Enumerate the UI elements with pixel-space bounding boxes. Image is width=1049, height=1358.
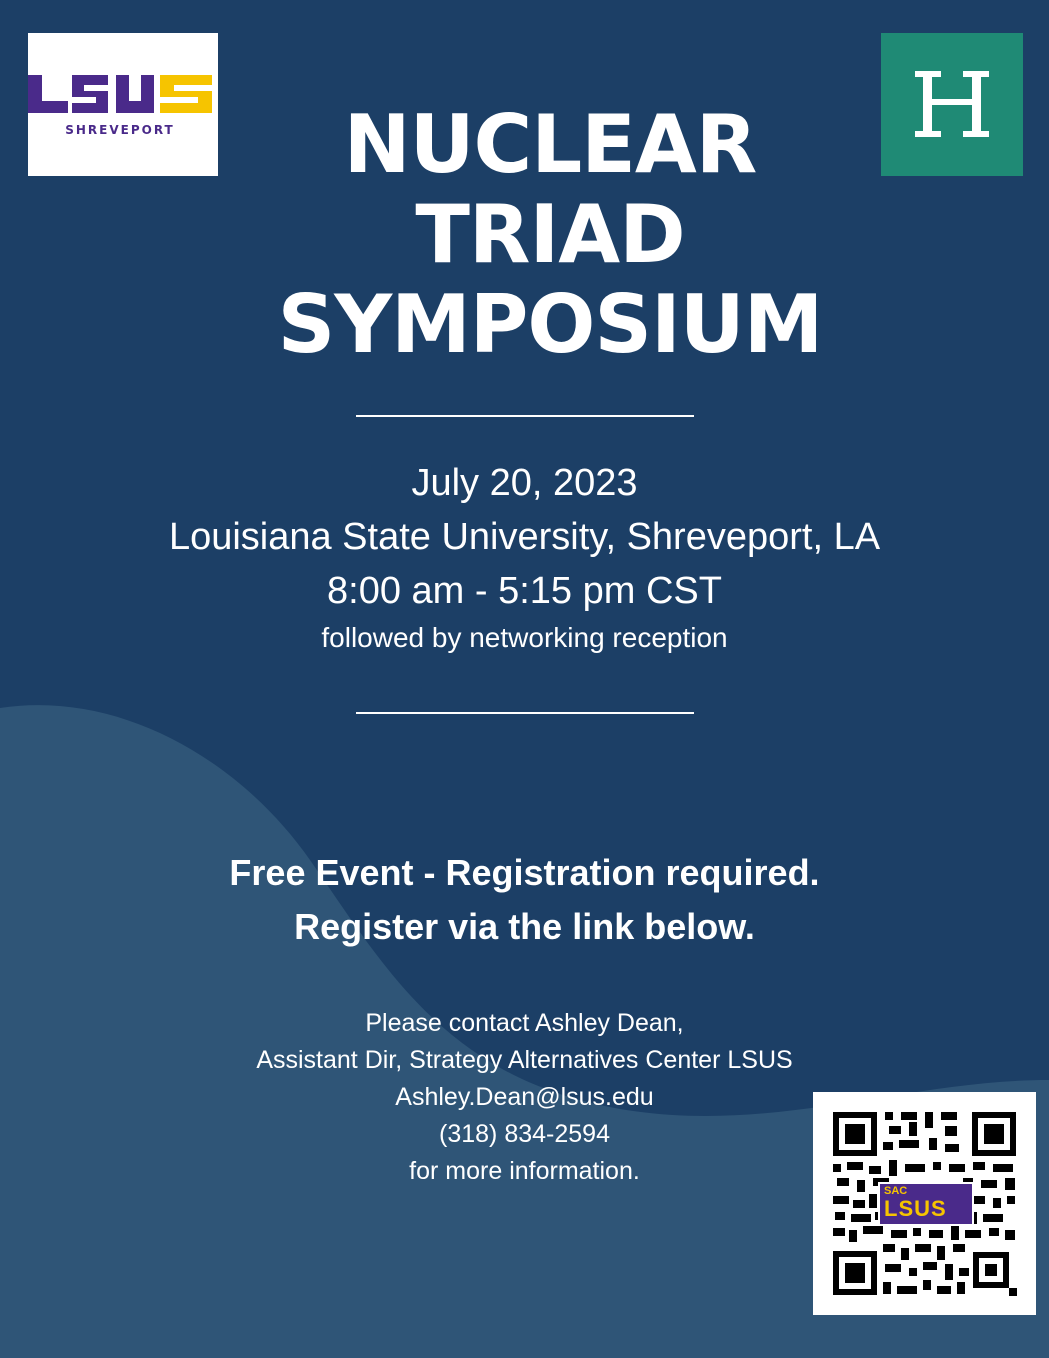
title-line-3: SYMPOSIUM — [277, 278, 823, 371]
event-date: July 20, 2023 — [411, 462, 638, 504]
contact-line-5: for more information. — [409, 1157, 640, 1185]
event-title — [250, 100, 850, 370]
contact-line-2: Assistant Dir, Strategy Alternatives Center LSUS — [256, 1046, 793, 1074]
registration-line-2: Register via the link below. — [294, 906, 755, 947]
qr-badge-sac: SAC — [884, 1185, 908, 1197]
contact-line-1: Please contact Ashley Dean, — [365, 1009, 684, 1037]
qr-badge-lsus: LSUS — [884, 1196, 947, 1221]
title-line-2: TRIAD — [415, 188, 685, 281]
event-venue: Louisiana State University, Shreveport, LA — [168, 516, 881, 558]
registration-line-1: Free Event - Registration required. — [229, 852, 820, 893]
h-letter-icon — [881, 33, 1023, 176]
lsus-logo — [28, 33, 218, 176]
contact-phone[interactable]: (318) 834-2594 — [439, 1120, 610, 1148]
event-reception: followed by networking reception — [321, 622, 728, 653]
contact-email[interactable]: Ashley.Dean@lsus.edu — [395, 1083, 654, 1111]
title-line-1: NUCLEAR — [343, 98, 757, 191]
event-time: 8:00 am - 5:15 pm CST — [327, 570, 722, 612]
h-logo — [881, 33, 1023, 176]
bottom-divider — [356, 712, 694, 714]
lsus-wordmark-icon — [28, 63, 218, 123]
lsus-subtitle: SHREVEPORT — [65, 123, 175, 137]
qr-sac-lsus-badge — [878, 1182, 974, 1226]
top-divider — [356, 415, 694, 417]
